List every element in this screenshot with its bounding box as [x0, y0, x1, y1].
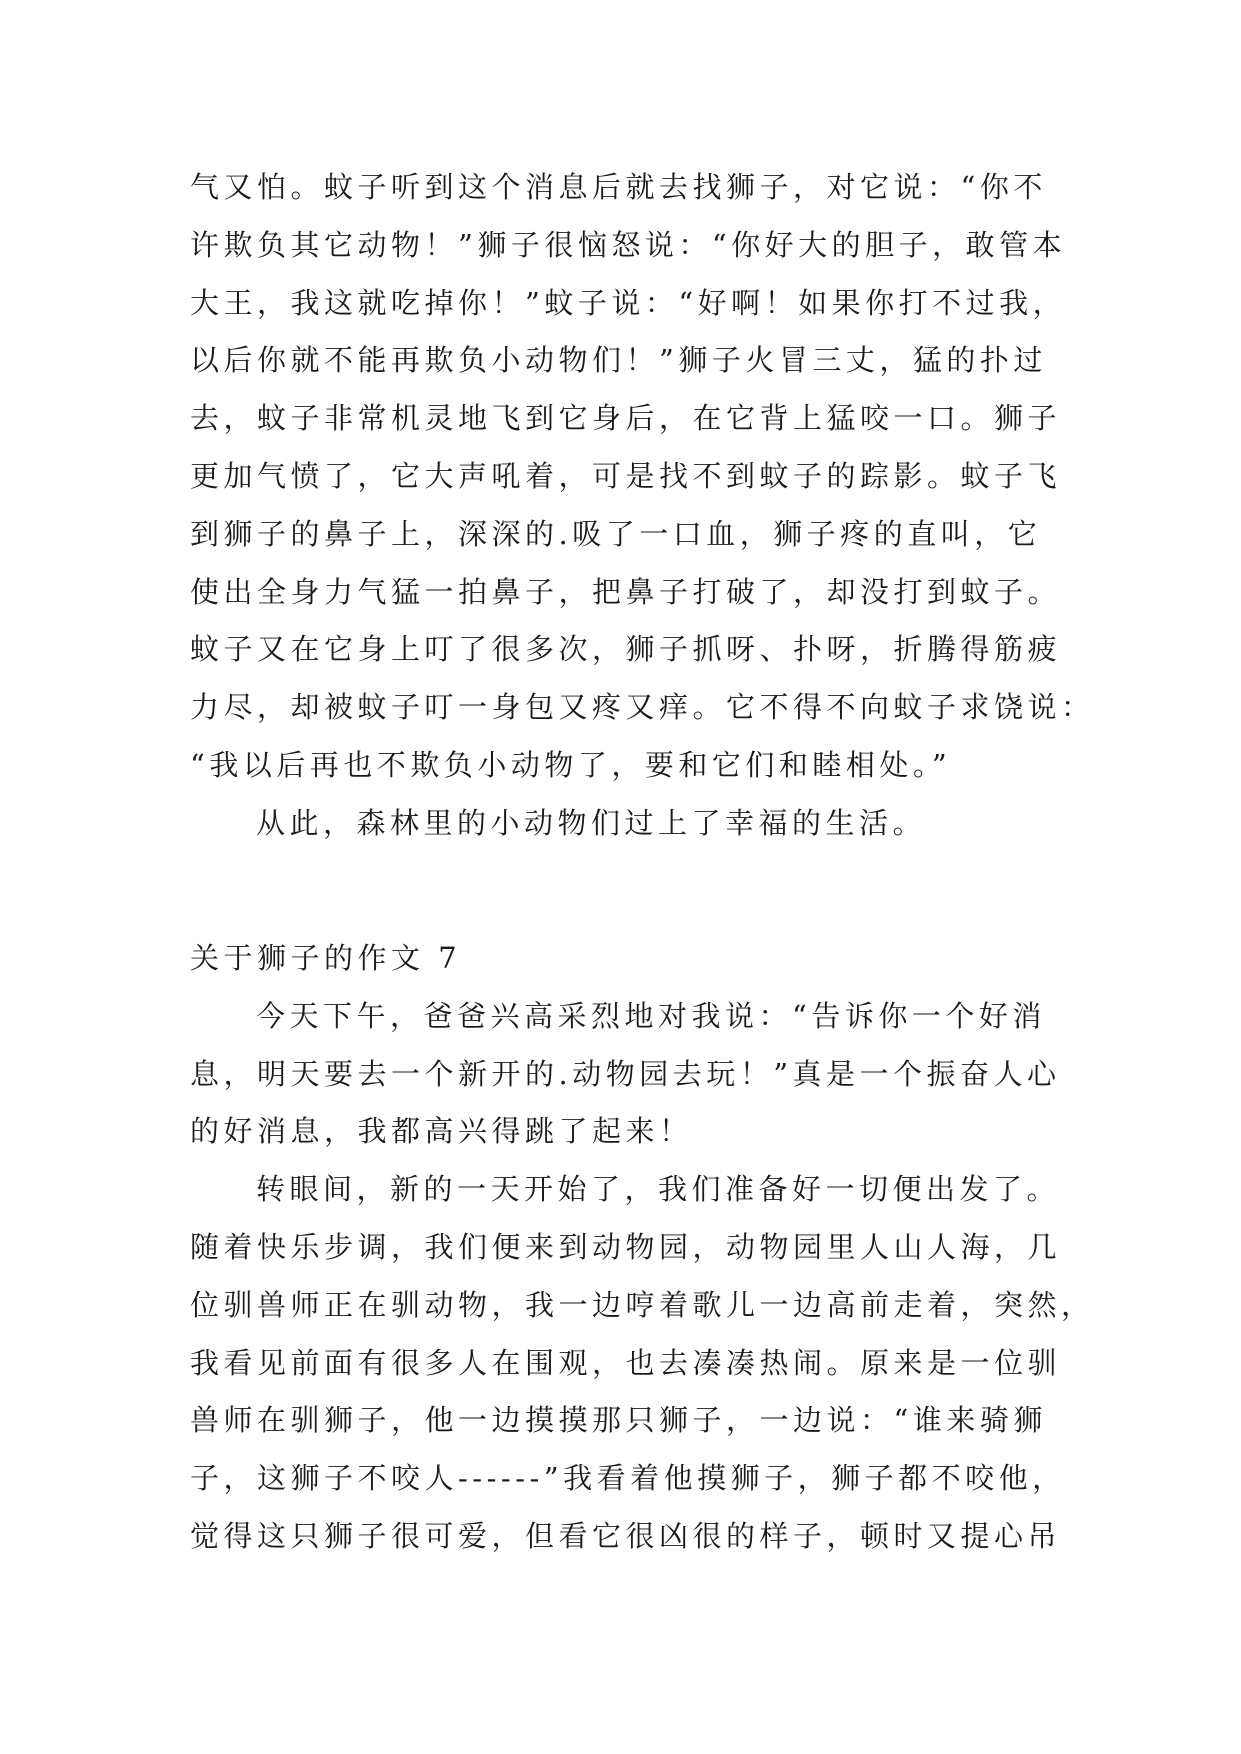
text-line: 到狮子的鼻子上，深深的.吸了一口血，狮子疼的直叫，它	[190, 516, 1042, 551]
essay-section	[190, 930, 1095, 1566]
text-line: 使出全身力气猛一拍鼻子，把鼻子打破了，却没打到蚊子。	[190, 574, 1062, 609]
paragraph-first-line: 今天下午，爸爸兴高采烈地对我说：“告诉你一个好消	[256, 998, 1046, 1033]
text-line: 以后你就不能再欺负小动物们！”狮子火冒三丈，猛的扑过	[190, 343, 1047, 378]
text-line: 位驯兽师正在驯动物，我一边哼着歌儿一边高前走着，突然，	[190, 1287, 1095, 1322]
text-line: 息，明天要去一个新开的.动物园去玩！”真是一个振奋人心	[190, 1056, 1061, 1091]
text-line: 去，蚊子非常机灵地飞到它身后，在它背上猛咬一口。狮子	[190, 401, 1062, 436]
text-line: 的好消息，我都高兴得跳了起来！	[190, 1114, 693, 1149]
text-line: 兽师在驯狮子，他一边摸摸那只狮子，一边说：“谁来骑狮	[190, 1403, 1047, 1438]
text-line: 气又怕。蚊子听到这个消息后就去找狮子，对它说：“你不	[190, 170, 1047, 204]
text-line: 力尽，却被蚊子叮一身包又疼又痒。它不得不向蚊子求饶说：	[190, 690, 1095, 725]
text-line: 我看见前面有很多人在围观，也去凑凑热闹。原来是一位驯	[190, 1345, 1062, 1380]
text-line: 子，这狮子不咬人------”我看着他摸狮子，狮子都不咬他，	[190, 1461, 1066, 1496]
text-line: 蚊子又在它身上叮了很多次，狮子抓呀、扑呀，折腾得筋疲	[190, 632, 1062, 667]
text-line: 更加气愤了，它大声吼着，可是找不到蚊子的踪影。蚊子飞	[190, 458, 1062, 493]
paragraph-first-line: 从此，森林里的小动物们过上了幸福的生活。	[256, 805, 927, 840]
text-line: 大王，我这就吃掉你！”蚊子说：“好啊！如果你打不过我，	[190, 285, 1067, 320]
paragraph-first-line: 转眼间，新的一天开始了，我们准备好一切便出发了。	[256, 1172, 1061, 1207]
text-line: “我以后再也不欺负小动物了，要和它们和睦相处。”	[190, 747, 952, 782]
text-line: 许欺负其它动物！”狮子很恼怒说：“你好大的胆子，敢管本	[190, 227, 1067, 262]
section-heading: 关于狮子的作文 7	[190, 941, 462, 975]
essay-continuation	[190, 159, 1095, 853]
text-line: 随着快乐步调，我们便来到动物园，动物园里人山人海，几	[190, 1229, 1062, 1264]
text-line: 觉得这只狮子很可爱，但看它很凶很的样子，顿时又提心吊	[190, 1518, 1062, 1553]
